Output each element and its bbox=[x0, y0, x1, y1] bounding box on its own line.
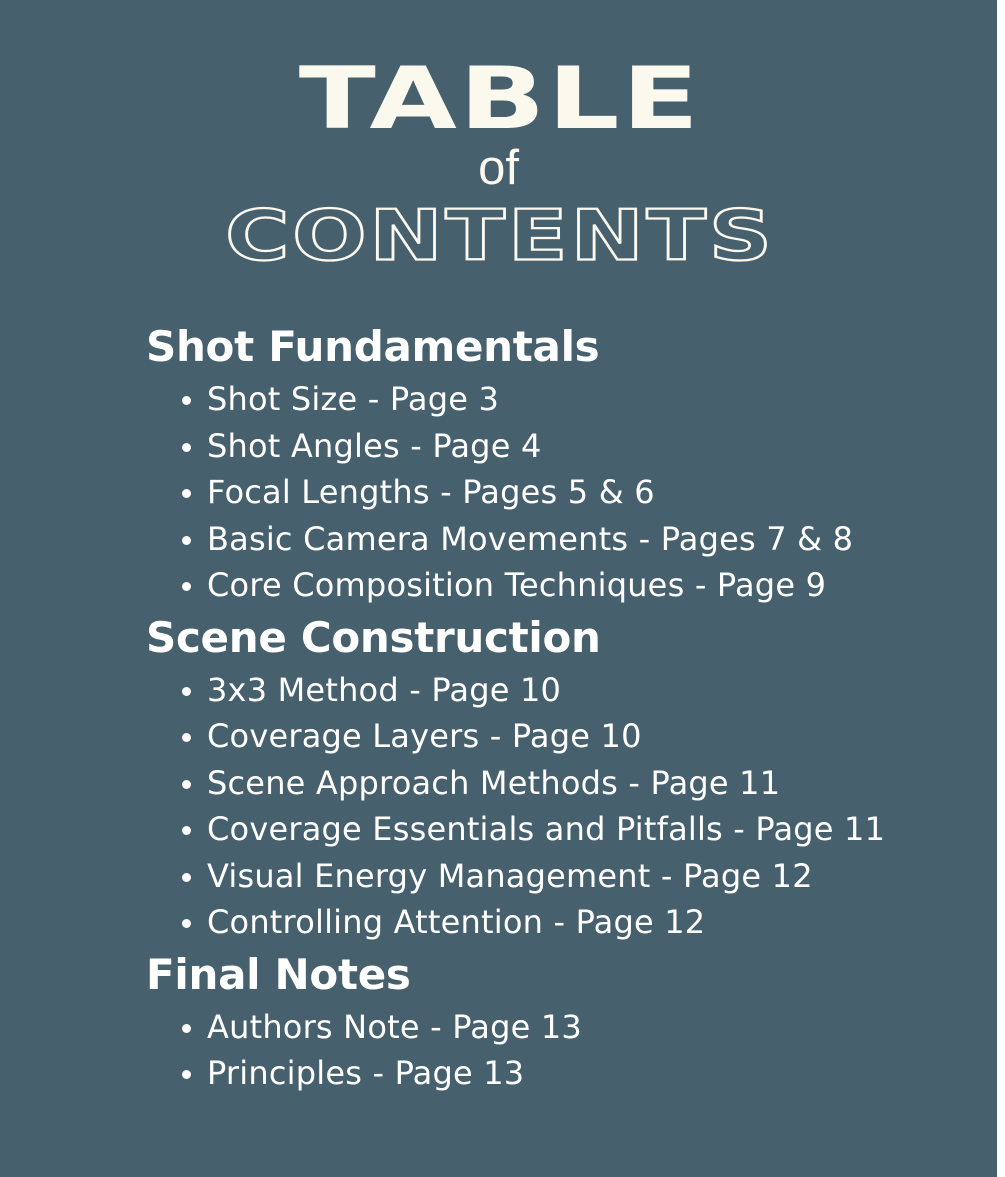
entry-text: Authors Note - Page 13 bbox=[207, 1007, 582, 1046]
entry-text: Scene Approach Methods - Page 11 bbox=[207, 763, 781, 802]
list-item bbox=[146, 376, 991, 423]
list-item bbox=[146, 899, 991, 946]
section-final-notes bbox=[146, 946, 991, 1097]
entry-text: Principles - Page 13 bbox=[207, 1054, 525, 1092]
section-heading: Scene Construction bbox=[146, 612, 601, 662]
bullet-icon bbox=[182, 687, 191, 696]
bullet-icon bbox=[182, 489, 191, 498]
bullet-icon bbox=[182, 919, 191, 928]
page-edge bbox=[997, 0, 1005, 1177]
entry-text: Coverage Essentials and Pitfalls - Page 11 bbox=[207, 810, 886, 848]
entry-text: Shot Angles - Page 4 bbox=[207, 426, 542, 465]
bullet-icon bbox=[182, 1024, 191, 1033]
list-item bbox=[146, 562, 991, 609]
list-item bbox=[146, 806, 991, 853]
section-scene-construction bbox=[146, 609, 991, 946]
entry-text: Shot Size - Page 3 bbox=[207, 380, 500, 418]
section-shot-fundamentals bbox=[146, 318, 991, 609]
list-item bbox=[146, 1050, 991, 1097]
section-entries bbox=[146, 376, 991, 609]
entry-text: Controlling Attention - Page 12 bbox=[207, 903, 706, 941]
bullet-icon bbox=[182, 873, 191, 882]
list-item bbox=[146, 516, 991, 563]
bullet-icon bbox=[182, 780, 191, 789]
bullet-icon bbox=[182, 733, 191, 742]
entry-text: Basic Camera Movements - Pages 7 & 8 bbox=[207, 519, 854, 558]
title-contents: CONTENTS bbox=[225, 194, 775, 277]
entry-text: Core Composition Techniques - Page 9 bbox=[207, 566, 827, 604]
entry-text: Visual Energy Management - Page 12 bbox=[207, 856, 813, 895]
entry-text: Focal Lengths - Pages 5 & 6 bbox=[207, 473, 655, 511]
list-item bbox=[146, 713, 991, 760]
list-item bbox=[146, 423, 991, 470]
list-item bbox=[146, 667, 991, 714]
section-heading: Shot Fundamentals bbox=[146, 322, 600, 371]
page-title bbox=[0, 0, 997, 300]
bullet-icon bbox=[182, 443, 191, 452]
list-item bbox=[146, 853, 991, 900]
list-item bbox=[146, 469, 991, 516]
section-entries bbox=[146, 1004, 991, 1097]
bullet-icon bbox=[182, 536, 191, 545]
list-item bbox=[146, 760, 991, 807]
bullet-icon bbox=[182, 396, 191, 405]
section-entries bbox=[146, 667, 991, 946]
entry-text: Coverage Layers - Page 10 bbox=[207, 717, 642, 755]
section-heading: Final Notes bbox=[146, 949, 411, 999]
list-item bbox=[146, 1004, 991, 1051]
entry-text: 3x3 Method - Page 10 bbox=[207, 670, 562, 709]
bullet-icon bbox=[182, 826, 191, 835]
bullet-icon bbox=[182, 582, 191, 591]
contents-list bbox=[146, 318, 991, 1097]
title-table: TABLE bbox=[298, 48, 702, 149]
title-of: of bbox=[478, 141, 519, 195]
bullet-icon bbox=[182, 1070, 191, 1079]
